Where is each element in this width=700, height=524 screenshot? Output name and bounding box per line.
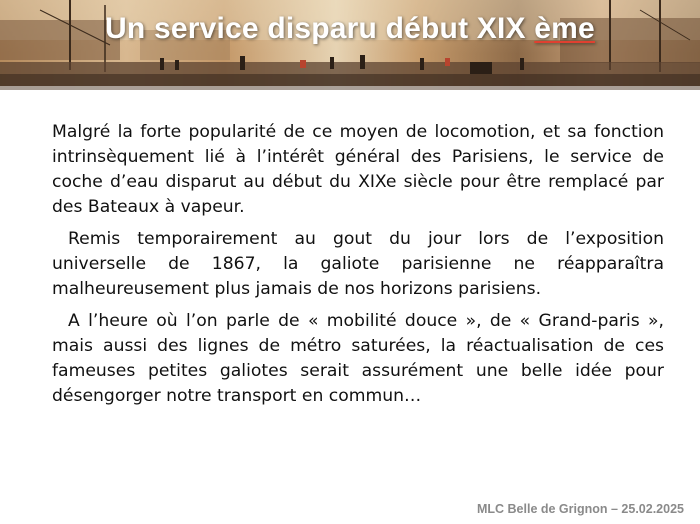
paragraph-1: Malgré la forte popularité de ce moyen de locomotion, et sa fonction intrinsèquement lié à l’intérêt général des Parisiens, le service de coche d’eau disparut au début du XIXe siècle pour être remplacé par des Bateaux à vapeur. (52, 122, 664, 217)
slide-title (0, 12, 700, 46)
footer-credit: MLC Belle de Grignon – 25.02.2025 (476, 502, 684, 516)
paragraph-3: A l’heure où l’on parle de « mobilité douce », de « Grand-paris », mais aussi des lignes de métro saturées, la réactualisation de ces fameuses petites galiotes serait assurément une belle idée pour désengorger notre transport en commun… (52, 311, 664, 406)
header-banner-painting (0, 0, 700, 90)
paragraph-2: Remis temporairement au gout du jour lors de l’exposition universelle de 1867, la galiote parisienne ne réapparaîtra malheureusement plus jamais de nos horizons parisiens. (52, 229, 664, 299)
slide-title-main: Un service disparu début XIX (105, 12, 535, 45)
slide-title-underlined-suffix: ème (534, 12, 595, 45)
body-text (52, 120, 664, 416)
